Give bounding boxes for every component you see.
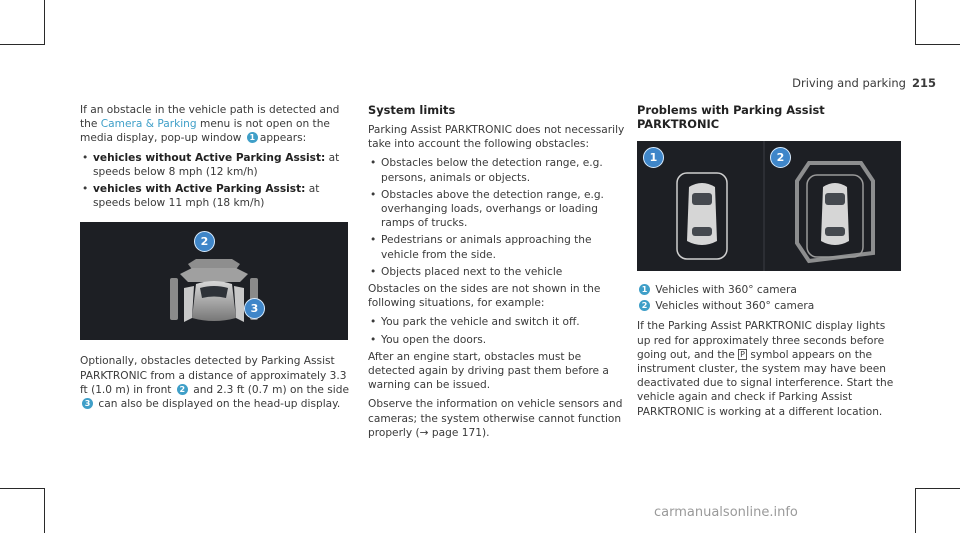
watermark: carmanualsonline.info	[654, 505, 798, 520]
list-item: • Obstacles above the detection range, e.g. overhanging loads, overhangs or loading ramps of trucks.	[368, 188, 630, 231]
camera-parking-link[interactable]: Camera & Parking	[100, 118, 197, 131]
column-2	[368, 103, 630, 445]
page-number: 215	[911, 76, 936, 90]
system-limits-heading: System limits	[368, 103, 456, 117]
legend-item: 1 Vehicles with 360° camera	[637, 283, 902, 297]
figure-callout-2: 2	[770, 147, 791, 168]
callout-badge: 3	[82, 398, 93, 409]
figure-callout-1: 1	[643, 147, 664, 168]
list-item: • vehicles without Active Parking Assist: at speeds below 8 mph (12 km/h)	[80, 151, 350, 179]
column-1	[80, 103, 350, 416]
problems-heading: Problems with Parking Assist PARKTRONIC	[637, 103, 825, 131]
column-3	[637, 103, 902, 424]
list-item: • Objects placed next to the vehicle	[368, 265, 630, 279]
list-item: • Obstacles below the detection range, e.g. persons, animals or objects.	[368, 156, 630, 184]
figure-callout-3: 3	[244, 298, 265, 319]
head-up-display-figure	[80, 222, 348, 340]
list-item: • vehicles with Active Parking Assist: at speeds below 11 mph (18 km/h)	[80, 182, 350, 210]
arrow-icon: →	[419, 426, 429, 439]
paragraph: Obstacles on the sides are not shown in the following situations, for example:	[368, 283, 601, 310]
parktronic-display-figure	[637, 141, 901, 271]
list-item: • Pedestrians or animals approaching the vehicle from the side.	[368, 233, 630, 261]
list-item: • You park the vehicle and switch it off.	[368, 315, 630, 329]
figure-callout-2: 2	[194, 231, 215, 252]
page-reference-link[interactable]: page 171).	[431, 426, 490, 439]
callout-badge: 1	[247, 132, 258, 143]
optional-display-paragraph: Optionally, obstacles detected by Parking Assist PARKTRONIC from a distance of approximately 3.3 ft (1.0 m) in front 2 and 2.3 ft (0.7 m) on the side 3 can also be displayed on the head-up display.	[80, 355, 349, 411]
paragraph: If the Parking Assist PARKTRONIC display lights up red for approximately three seconds before going out, and the P symbol appears on the instrument cluster, the system may have been deactivated due to signal interference. Start the vehicle again and check if Parking Assist PARKTRONIC is working at a different location.	[637, 320, 894, 418]
paragraph: Observe the information on vehicle sensors and cameras; the system otherwise cannot function properly (→ page 171).	[368, 398, 623, 439]
paragraph: Parking Assist PARKTRONIC does not necessarily take into account the following obstacles:	[368, 124, 625, 151]
list-item: • You open the doors.	[368, 333, 630, 347]
page-header	[792, 76, 936, 90]
parktronic-symbol-icon: P	[740, 349, 745, 359]
callout-badge: 1	[639, 284, 650, 295]
callout-badge: 2	[177, 384, 188, 395]
legend-item: 2 Vehicles without 360° camera	[637, 299, 902, 313]
section-title: Driving and parking	[792, 76, 906, 90]
callout-badge: 2	[639, 300, 650, 311]
intro-paragraph: If an obstacle in the vehicle path is detected and the Camera & Parking menu is not open on the media display, pop-up window 1 appears:	[80, 104, 340, 145]
car-topview-icon	[637, 141, 901, 271]
paragraph: After an engine start, obstacles must be detected again by driving past them before a warning can be issued.	[368, 350, 609, 392]
